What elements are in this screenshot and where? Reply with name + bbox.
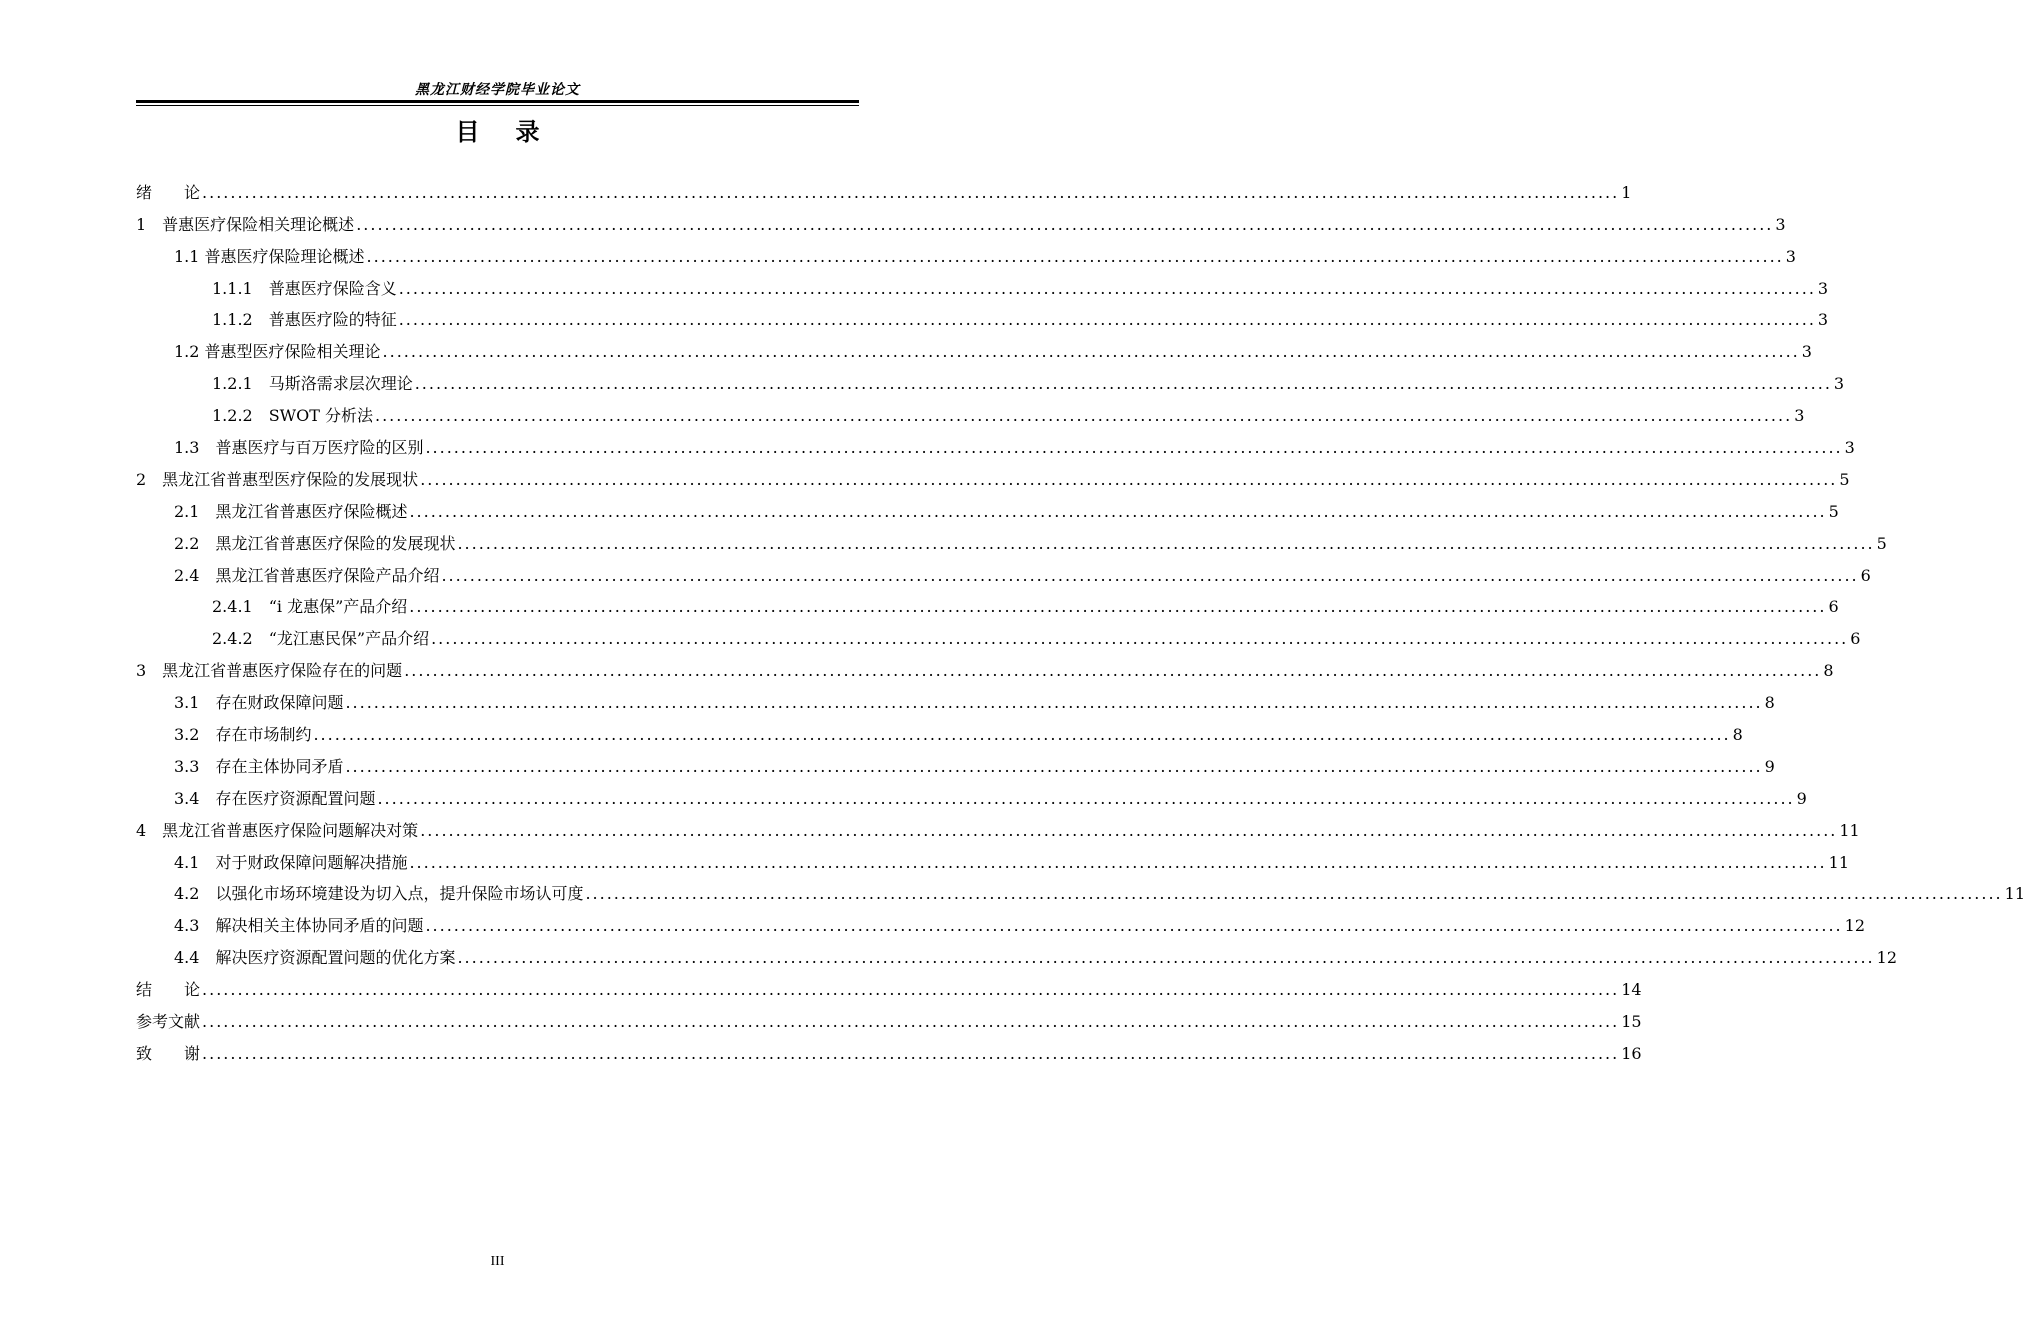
toc-entry[interactable]	[136, 299, 1829, 331]
toc-entry-label: 3.4 存在医疗资源配置问题	[174, 788, 376, 808]
toc-entry-page: 14	[1621, 980, 1642, 1000]
toc-leader-dots: ........................................................................................................................................................................................................	[375, 406, 1793, 426]
toc-entry-label: 2.4.2 “龙江惠民保”产品介绍	[212, 629, 430, 649]
toc-entry-page: 3	[1785, 246, 1796, 266]
toc-entry-label: 致 谢	[136, 1043, 201, 1063]
toc-entry-page: 8	[1764, 693, 1775, 713]
toc-entry-page: 9	[1764, 756, 1775, 776]
toc-leader-dots: ........................................................................................................................................................................................................	[398, 310, 1816, 330]
toc-entry[interactable]	[136, 586, 1839, 618]
toc-entry[interactable]	[136, 841, 1849, 873]
toc-entry[interactable]	[136, 458, 1850, 490]
toc-entry[interactable]	[136, 330, 1812, 362]
toc-leader-dots: ........................................................................................................................................................................................................	[382, 342, 1800, 362]
toc-entry[interactable]	[136, 522, 1887, 554]
toc-entry-label: 1.2 普惠型医疗保险相关理论	[174, 342, 381, 362]
page-header: 黑龙江财经学院毕业论文	[415, 82, 580, 98]
toc-entry-page: 6	[1860, 565, 1871, 585]
toc-entry-page: 3	[1817, 278, 1829, 298]
toc-entry[interactable]	[136, 171, 1632, 203]
toc-leader-dots: ........................................................................................................................................................................................................	[425, 438, 1843, 458]
toc-entry-page: 3	[1775, 214, 1786, 234]
toc-entry-label: 3.2 存在市场制约	[174, 725, 312, 745]
header-rule-thin	[136, 105, 859, 106]
toc-entry[interactable]	[136, 873, 2025, 905]
toc-entry-label: 1.1.1 普惠医疗保险含义	[212, 278, 397, 298]
toc-entry-page: 3	[1844, 438, 1855, 458]
toc-entry-label: 1.1.2 普惠医疗险的特征	[212, 310, 397, 330]
toc-leader-dots: ........................................................................................................................................................................................................	[425, 916, 1843, 936]
toc-entry[interactable]	[136, 267, 1829, 299]
toc-entry-label: 3.3 存在主体协同矛盾	[174, 756, 344, 776]
toc-entry[interactable]	[136, 968, 1642, 1000]
toc-entry[interactable]	[136, 426, 1855, 458]
toc-entry-page: 5	[1828, 501, 1839, 521]
toc-entry-label: 4.2 以强化市场环境建设为切入点，提升保险市场认可度	[174, 884, 584, 904]
toc-entry-page: 12	[1844, 916, 1865, 936]
toc-entry-label: 结 论	[136, 980, 201, 1000]
toc-leader-dots: ........................................................................................................................................................................................................	[345, 693, 1763, 713]
toc-entry-label: 3.1 存在财政保障问题	[174, 693, 344, 713]
toc-entry-label: 2.2 黑龙江省普惠医疗保险的发展现状	[174, 533, 456, 553]
toc-entry-page: 11	[1828, 852, 1849, 872]
toc-leader-dots: ........................................................................................................................................................................................................	[202, 182, 1620, 202]
toc-entry[interactable]	[136, 649, 1834, 681]
toc-entry-label: 4.4 解决医疗资源配置问题的优化方案	[174, 948, 456, 968]
toc-entry-label: 1.1 普惠医疗保险理论概述	[174, 246, 365, 266]
toc-leader-dots: ........................................................................................................................................................................................................	[202, 1043, 1620, 1063]
toc-entry[interactable]	[136, 809, 1860, 841]
toc-entry-page: 15	[1621, 1012, 1642, 1032]
toc-entry[interactable]	[136, 235, 1796, 267]
toc-entry[interactable]	[136, 1032, 1642, 1064]
toc-entry[interactable]	[136, 490, 1839, 522]
toc-leader-dots: ........................................................................................................................................................................................................	[414, 374, 1832, 394]
toc-leader-dots: ........................................................................................................................................................................................................	[356, 214, 1774, 234]
toc-entry-page: 16	[1621, 1043, 1642, 1063]
toc-entry-page: 1	[1621, 182, 1632, 202]
toc-entry-label: 1.2.1 马斯洛需求层次理论	[212, 374, 413, 394]
toc-leader-dots: ........................................................................................................................................................................................................	[345, 756, 1763, 776]
toc-entry-label: 4.1 对于财政保障问题解决措施	[174, 852, 408, 872]
toc-entry[interactable]	[136, 936, 1897, 968]
toc-leader-dots: ........................................................................................................................................................................................................	[457, 948, 1875, 968]
toc-entry-page: 11	[2004, 884, 2025, 904]
toc-entry-page: 3	[1801, 342, 1812, 362]
toc-leader-dots: ........................................................................................................................................................................................................	[431, 629, 1849, 649]
toc-entry-label: 1 普惠医疗保险相关理论概述	[136, 214, 355, 234]
toc-entry-page: 11	[1839, 820, 1860, 840]
toc-leader-dots: ........................................................................................................................................................................................................	[313, 725, 1731, 745]
toc-entry-label: 2.4.1 “i 龙惠保”产品介绍	[212, 597, 408, 617]
toc-entry[interactable]	[136, 1000, 1642, 1032]
toc-entry[interactable]	[136, 745, 1775, 777]
page-number: III	[490, 1254, 505, 1269]
toc-entry-page: 3	[1817, 310, 1829, 330]
toc-entry[interactable]	[136, 394, 1805, 426]
toc-entry[interactable]	[136, 713, 1743, 745]
toc-leader-dots: ........................................................................................................................................................................................................	[420, 469, 1838, 489]
toc-entry-label: 绪 论	[136, 182, 201, 202]
toc-entry[interactable]	[136, 617, 1861, 649]
toc-entry-label: 2.4 黑龙江省普惠医疗保险产品介绍	[174, 565, 440, 585]
toc-leader-dots: ........................................................................................................................................................................................................	[409, 501, 1827, 521]
toc-leader-dots: ........................................................................................................................................................................................................	[202, 1012, 1620, 1032]
toc-leader-dots: ........................................................................................................................................................................................................	[585, 884, 2003, 904]
toc-leader-dots: ........................................................................................................................................................................................................	[202, 980, 1620, 1000]
toc-entry-page: 6	[1828, 597, 1839, 617]
toc-entry-label: 2 黑龙江省普惠型医疗保险的发展现状	[136, 469, 419, 489]
toc-leader-dots: ........................................................................................................................................................................................................	[457, 533, 1875, 553]
toc-leader-dots: ........................................................................................................................................................................................................	[404, 661, 1822, 681]
toc-leader-dots: ........................................................................................................................................................................................................	[409, 597, 1827, 617]
toc-entry[interactable]	[136, 203, 1786, 235]
toc-entry-label: 2.1 黑龙江省普惠医疗保险概述	[174, 501, 408, 521]
toc-entry[interactable]	[136, 681, 1775, 713]
toc-entry-label: 4 黑龙江省普惠医疗保险问题解决对策	[136, 820, 419, 840]
toc-entry-page: 8	[1823, 661, 1834, 681]
toc-entry-page: 9	[1796, 788, 1807, 808]
toc-entry[interactable]	[136, 362, 1845, 394]
toc-leader-dots: ........................................................................................................................................................................................................	[420, 820, 1838, 840]
header-rule-thick	[136, 100, 859, 103]
toc-entry-page: 12	[1876, 948, 1897, 968]
table-of-contents	[136, 171, 2025, 1064]
toc-entry-page: 6	[1850, 629, 1861, 649]
toc-leader-dots: ........................................................................................................................................................................................................	[377, 788, 1795, 808]
toc-entry-label: 3 黑龙江省普惠医疗保险存在的问题	[136, 661, 403, 681]
toc-title: 目录	[455, 118, 576, 146]
toc-entry[interactable]	[136, 554, 1871, 586]
toc-leader-dots: ........................................................................................................................................................................................................	[409, 852, 1827, 872]
toc-leader-dots: ........................................................................................................................................................................................................	[366, 246, 1784, 266]
toc-entry-label: 4.3 解决相关主体协同矛盾的问题	[174, 916, 424, 936]
toc-entry-page: 3	[1794, 406, 1805, 426]
toc-entry-page: 8	[1732, 725, 1743, 745]
toc-entry-label: 1.2.2 SWOT 分析法	[212, 406, 373, 426]
toc-entry-page: 3	[1833, 374, 1845, 394]
toc-entry-page: 5	[1876, 533, 1887, 553]
toc-entry-label: 1.3 普惠医疗与百万医疗险的区别	[174, 438, 424, 458]
toc-entry[interactable]	[136, 777, 1807, 809]
toc-entry-label: 参考文献	[136, 1012, 201, 1032]
toc-leader-dots: ........................................................................................................................................................................................................	[441, 565, 1859, 585]
toc-entry[interactable]	[136, 904, 1865, 936]
toc-entry-page: 5	[1839, 469, 1850, 489]
toc-leader-dots: ........................................................................................................................................................................................................	[398, 278, 1816, 298]
